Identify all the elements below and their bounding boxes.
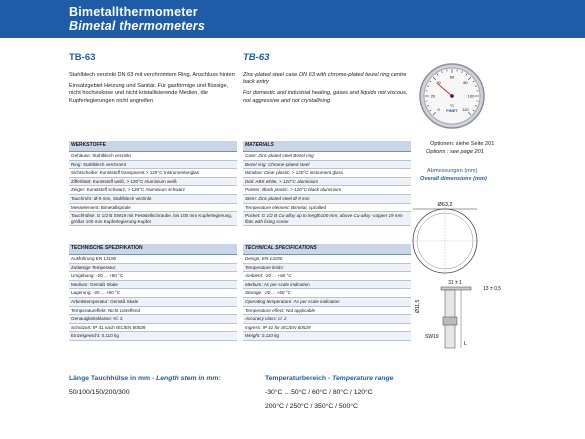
materials-de-row: Messelement: Bimetallspirale xyxy=(69,204,237,213)
specs-en-row: Design: EN 13190 xyxy=(243,255,411,264)
temp-values-1: -30°C …50°C / 60°C / 80°C / 120°C xyxy=(265,389,373,396)
materials-header-en: MATERIALS xyxy=(243,141,411,152)
specs-en-row: Temperature effect: Not applicable xyxy=(243,307,411,316)
length-title-de: Länge Tauchhülse in mm - xyxy=(69,375,155,382)
dimension-drawing xyxy=(395,195,515,360)
length-title-en: Length stem in mm: xyxy=(156,375,221,382)
model-name-en: TB-63 xyxy=(243,52,270,63)
materials-en-row: Pocket: G 1/2 B Cu-alloy up to length100 mm, above Cu-alloy -copper 19 mm flats with fixing screw xyxy=(243,212,411,226)
temp-title-de: Temperaturbereich - xyxy=(265,375,331,382)
dimensions-title-en: Overall dimensions (mm) xyxy=(420,176,487,182)
dim-d: Ø11,5 xyxy=(415,299,421,313)
materials-en-row: Bezel ring: Chrome-plated steel xyxy=(243,161,411,170)
specs-de-row: Einzelgewicht: 0,110 kg xyxy=(69,332,237,341)
specs-de-row: Arbeitstemperatur: Gemäß Skale xyxy=(69,298,237,307)
specs-de-row: Schutzart: IP 41 nach IEC/EN 60529 xyxy=(69,324,237,333)
dial-label: 120 xyxy=(462,106,469,112)
specs-de-row: Temperatureffekt: Nicht zutreffend xyxy=(69,307,237,316)
temp-values-2: 200°C / 250°C / 350°C / 500°C xyxy=(265,403,358,410)
description-de xyxy=(69,72,237,105)
dial-brand: FIMET xyxy=(446,109,458,113)
dim-diameter: Ø63,2 xyxy=(437,202,453,208)
length-title xyxy=(69,375,221,382)
specs-en-row: Ambient: -20 ... +60 °C xyxy=(243,272,411,281)
materials-table-en xyxy=(243,141,411,226)
description-de-paragraph: Stahlblech verzinkt DN 63 mit verchromtem Ring, Anschluss hinten xyxy=(69,72,235,78)
options-de: Optionen: siehe Seite 201 xyxy=(430,141,495,147)
specs-de-row: Ausführung EN 13190 xyxy=(69,255,237,264)
specs-de-row: Zulässige Temperatur: xyxy=(69,264,237,273)
dial-label: 20 xyxy=(430,93,436,99)
dial-label: 40 xyxy=(436,79,441,85)
length-values: 50/100/150/200/300 xyxy=(69,389,130,396)
dial-label: 100 xyxy=(467,93,475,99)
dimensions-title-de: Abmessungen (mm) xyxy=(427,168,478,174)
dial-unit: °C xyxy=(449,103,455,108)
dial-label: 0 xyxy=(437,106,440,112)
specs-de-row: Lagerung: -20 ... +60 °C xyxy=(69,289,237,298)
dim-31: 31 ± 1 xyxy=(448,280,462,286)
temp-title xyxy=(265,375,393,382)
dim-l: L xyxy=(464,341,468,347)
specs-en-row: Storage: -20 ... +60 °C xyxy=(243,289,411,298)
materials-de-row: Tauchrohr: Ø 9 mm, Stahlblech verzinkt xyxy=(69,195,237,204)
description-en-paragraph: For domestic and industrial heating, gases and liquids not viscous, not aggressive and not crystallising xyxy=(243,90,408,104)
dial-label: 80 xyxy=(463,79,468,85)
specs-table-en xyxy=(243,244,411,341)
specs-en-row: Operating temperature: As per scale indication xyxy=(243,298,411,307)
temp-title-en: Temperature range xyxy=(332,375,394,382)
options-en: Options : see page 201 xyxy=(426,149,484,155)
materials-de-row: Sichtscheibe: Kunststoff transparent > 120°C Instrumentenglas xyxy=(69,169,237,178)
materials-de-row: Gehäuse: Stahlblech verzinkt xyxy=(69,152,237,161)
thermometer-image xyxy=(418,62,486,130)
materials-en-row: Window: Clear plastic; > 120°C instrument glass xyxy=(243,169,411,178)
specs-en-row: Ingress: IP 41 for IEC/EN 60529 xyxy=(243,324,411,333)
materials-de-row: Zifferblatt: Kunststoff weiß, > 120°C Aluminium weiß xyxy=(69,178,237,187)
description-en xyxy=(243,72,411,105)
specs-header-de: TECHNISCHE SPEZIFIKATION xyxy=(69,244,237,255)
dial-label: 60 xyxy=(449,74,455,80)
description-en-paragraph: Zinc-plated steel case DN 63 with chrome-plated bezel ring centre back entry xyxy=(243,72,407,86)
specs-en-row: Medium: As per scale indication xyxy=(243,281,411,290)
description-de-paragraph: Einsatzgebiet Heizung und Sanitär. Für gasförmige und flüssige, nicht hochviskose und nicht kristallisierende Medien, die Kupferlegierungen nicht angreifen xyxy=(69,83,229,104)
materials-header-de: WERKSTOFFE xyxy=(69,141,237,152)
materials-en-row: Pointer: Black plastic, > 120°C black aluminium xyxy=(243,186,411,195)
specs-de-row: Umgebung: -20 ... +60 °C xyxy=(69,272,237,281)
materials-en-row: Case: Zinc-plated steel Bezel ring xyxy=(243,152,411,161)
dim-13: 13 ± 0,5 xyxy=(483,286,502,292)
dim-sw: SW19 xyxy=(425,334,439,340)
specs-de-row: Genauigkeitsklasse: Kl. 2 xyxy=(69,315,237,324)
materials-en-row: Temperature element: Bimetal, spiralled xyxy=(243,204,411,213)
specs-en-row: Temperature limits: xyxy=(243,264,411,273)
materials-de-row: Ring: Stahlblech verchromt xyxy=(69,161,237,170)
specs-en-row: Weight: 0.110 kg xyxy=(243,332,411,341)
materials-en-row: Stem: Zinc-plated steel Ø 9 mm xyxy=(243,195,411,204)
page-header xyxy=(0,0,585,38)
materials-table-de xyxy=(69,141,237,226)
model-name-de: TB-63 xyxy=(69,52,96,63)
page-title-de: Bimetallthermometer xyxy=(69,5,198,19)
materials-de-row: Zeiger: Kunststoff schwarz, > 120°C Aluminium schwarz xyxy=(69,186,237,195)
specs-en-row: Accuracy class: cl. 2 xyxy=(243,315,411,324)
specs-table-de xyxy=(69,244,237,341)
specs-de-row: Medium: Gemäß Skale xyxy=(69,281,237,290)
page-title-en: Bimetal thermometers xyxy=(69,19,205,33)
materials-en-row: Dial: ABS white, > 120°C aluminium xyxy=(243,178,411,187)
specs-header-en: TECHNICAL SPECIFICATIONS xyxy=(243,244,411,255)
materials-de-row: Tauchhülse: G 1/2 B SW19 mit Feststellschraube, bis 100 mm Kupferlegierung, größer 100 mm Kupferlegierung-Kupfer xyxy=(69,212,237,226)
